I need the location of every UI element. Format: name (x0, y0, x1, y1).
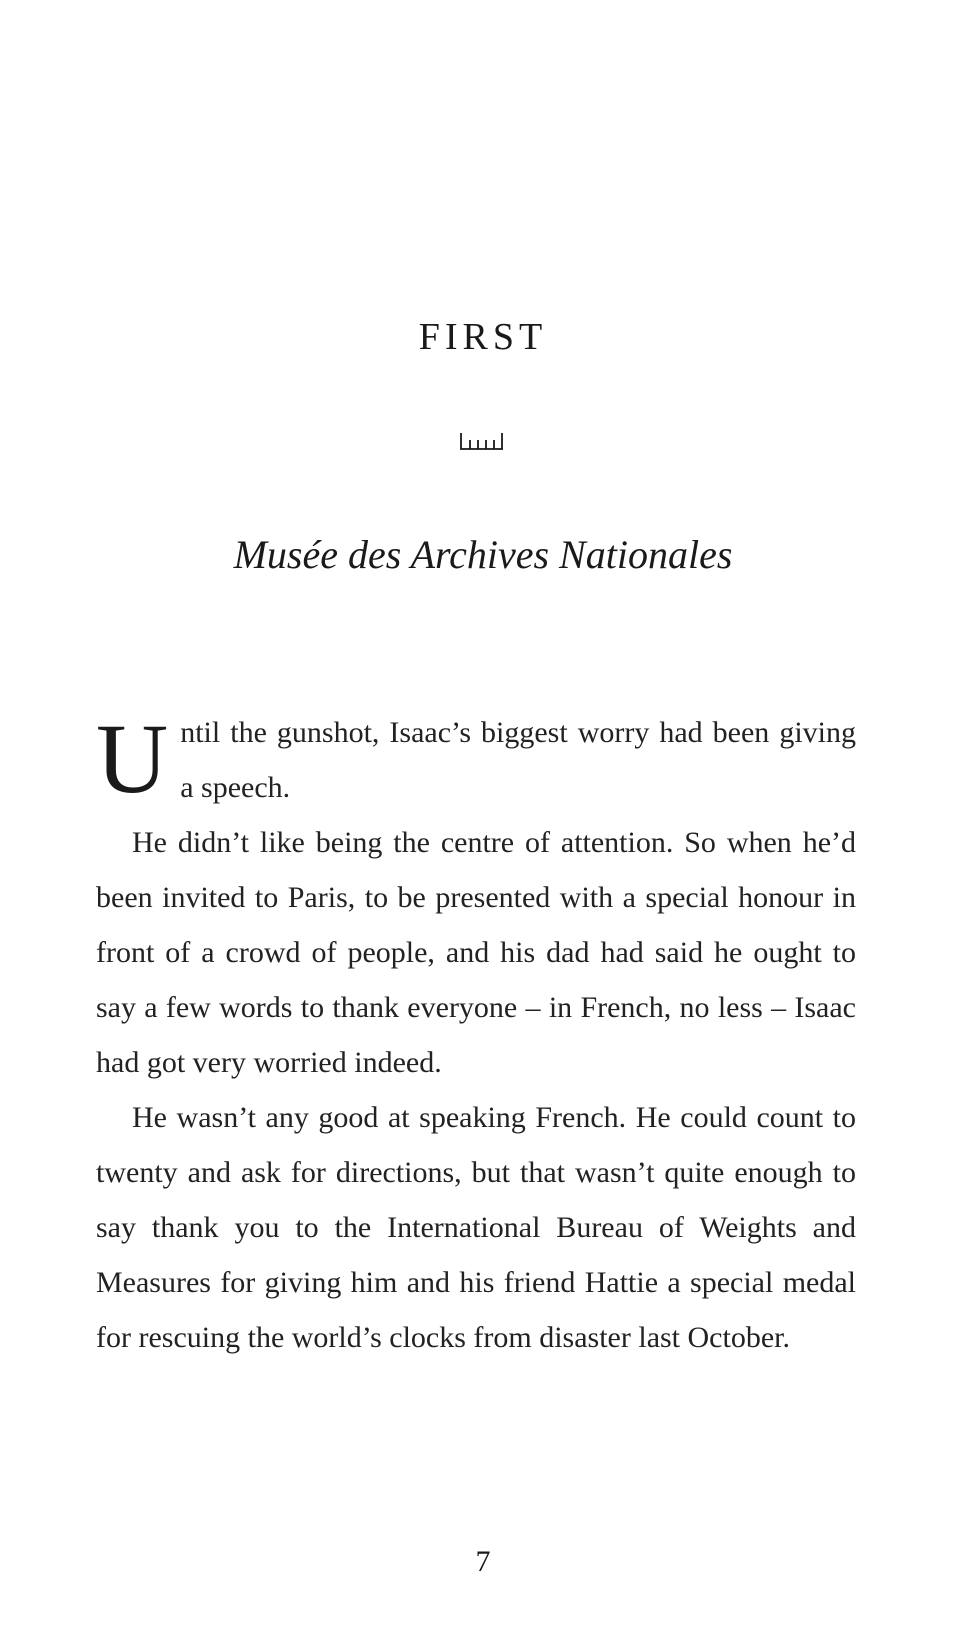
chapter-subtitle: Musée des Archives Nationales (233, 532, 733, 577)
paragraph-1-text: ntil the gunshot, Isaac’s biggest worry had been giving a speech. (180, 716, 856, 804)
ruler-ornament-icon (459, 431, 505, 451)
drop-cap: U (96, 703, 169, 814)
paragraph-2: He didn’t like being the centre of attention. So when he’d been invited to Paris, to be presented with a special honour in front of a crowd of people, and his dad had said he ought to say a few words to thank everyone – in French, no less – Isaac had got very worried indeed. (96, 826, 856, 1079)
paragraph-1 (96, 705, 856, 815)
paragraph-3: He wasn’t any good at speaking French. He could count to twenty and ask for directions, but that wasn’t quite enough to say thank you to the International Bureau of Weights and Measures for giving him and his friend Hattie a special medal for rescuing the world’s clocks from disaster last October. (96, 1101, 856, 1354)
page-number: 7 (475, 1545, 491, 1578)
body-text (96, 705, 856, 1365)
chapter-title: FIRST (418, 316, 548, 358)
